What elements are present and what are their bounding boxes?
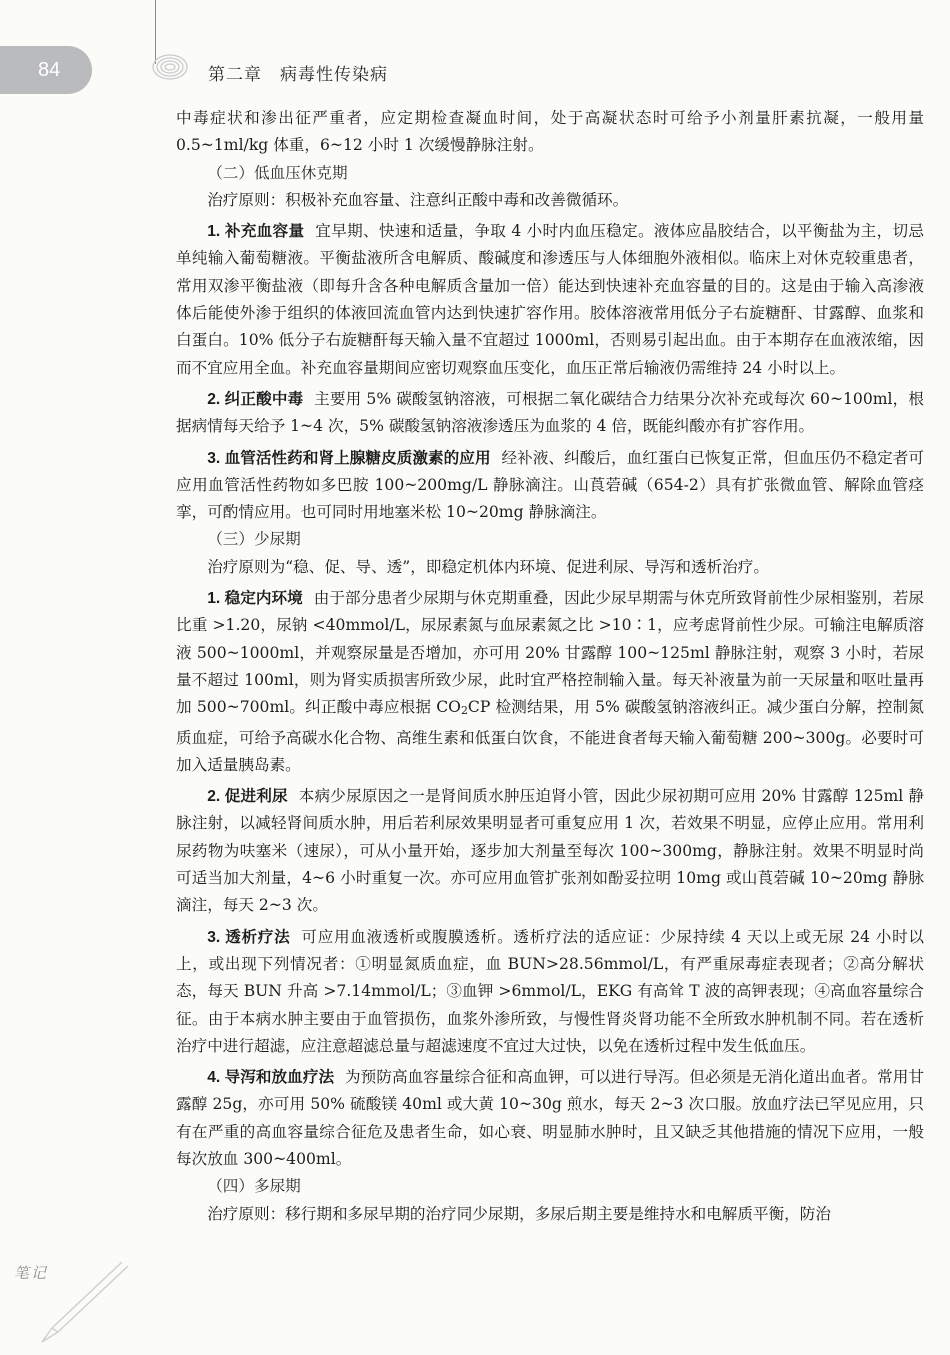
item-heading: 3. 血管活性药和肾上腺糖皮质激素的应用 bbox=[207, 449, 491, 467]
item-correct-acidosis: 2. 纠正酸中毒 主要用 5% 碳酸氢钠溶液，可根据二氧化碳结合力结果分次补充或每次 60~100ml，根据病情每天给予 1~4 次，5% 碳酸氢钠溶液渗透压为血浆的 4 倍，既能纠酸亦有扩容作用。 bbox=[176, 389, 924, 436]
treatment-principle: 治疗原则为“稳、促、导、透”，即稳定机体内环境、促进利尿、导泻和透析治疗。 bbox=[207, 557, 769, 576]
section-heading-oliguric: （三）少尿期 bbox=[207, 531, 301, 549]
item-vasoactive-drugs: 3. 血管活性药和肾上腺糖皮质激素的应用 经补液、纠酸后，血红蛋白已恢复正常，但血压仍不稳定者可应用血管活性药物如多巴胺 100~200mg/L 静脉滴注。山莨菪碱（654-2）具有扩张微血管、解除血管痉挛，可酌情应用。也可同时用地塞米松 10~20mg 静脉滴注。 bbox=[176, 448, 924, 522]
section-heading-hypotensive-shock: （二）低血压休克期 bbox=[207, 164, 348, 182]
page-number: 84 bbox=[38, 59, 61, 81]
notes-label: 笔记 bbox=[14, 1264, 49, 1282]
swirl-logo-icon bbox=[150, 50, 190, 84]
item-heading: 1. 稳定内环境 bbox=[207, 590, 303, 608]
treatment-principle: 治疗原则：积极补充血容量、注意纠正酸中毒和改善微循环。 bbox=[207, 190, 629, 209]
pen-icon bbox=[22, 1258, 132, 1348]
item-heading: 3. 透析疗法 bbox=[207, 928, 291, 946]
page-number-tab bbox=[0, 46, 92, 94]
paragraph-continuation: 中毒症状和渗出征严重者，应定期检查凝血时间，处于高凝状态时可给予小剂量肝素抗凝，一般用量 0.5~1ml/kg 体重，6~12 小时 1 次缓慢静脉注射。 bbox=[176, 109, 924, 155]
chapter-title: 第二章 病毒性传染病 bbox=[208, 65, 388, 84]
item-heading: 4. 导泻和放血疗法 bbox=[207, 1069, 335, 1087]
item-heading: 2. 促进利尿 bbox=[207, 788, 288, 806]
item-dialysis: 3. 透析疗法 可应用血液透析或腹膜透析。透析疗法的适应证：少尿持续 4 天以上或无尿 24 小时以上，或出现下列情况者：①明显氮质血症，血 BUN>28.56mmol/L，有严重尿毒症表现者；②高分解状态，每天 BUN 升高 >7.14mmol/L；③血钾 >6mmol/L，EKG 有高耸 T 波的高钾表现；④高血容量综合征。由于本病水肿主要由于血管损伤，血浆外渗所致，与慢性肾炎肾功能不全所致水肿机制不同。若在透析治疗中进行超滤，应注意超滤总量与超滤速度不宜过大过快，以免在透析过程中发生低血压。 bbox=[176, 927, 924, 1055]
item-heading: 2. 纠正酸中毒 bbox=[207, 390, 304, 408]
item-heading: 1. 补充血容量 bbox=[207, 223, 305, 241]
item-stabilize-environment: 1. 稳定内环境 由于部分患者少尿期与休克期重叠，因此少尿早期需与休克所致肾前性少尿相鉴别，若尿比重 >1.20，尿钠 <40mmol/L，尿尿素氮与血尿素氮之比 >10∶1，应考虑肾前性少尿。可输注电解质溶液 500~1000ml，并观察尿量是否增加，亦可用 20% 甘露醇 100~125ml 静脉注射，观察 3 小时，若尿量不超过 100ml，则为肾实质损害所致少尿，此时宜严格控制输入量。每天补液量为前一天尿量和呕吐量再加 500~700ml。纠正酸中毒应根据 CO2CP 检测结果，用 5% 碳酸氢钠溶液纠正。减少蛋白分解，控制氮质血症，可给予高碳水化合物、高维生素和低蛋白饮食，不能进食者每天输入葡萄糖 200~300g。必要时可加入适量胰岛素。 bbox=[176, 589, 924, 774]
treatment-principle: 治疗原则：移行期和多尿早期的治疗同少尿期，多尿后期主要是维持水和电解质平衡，防治 bbox=[207, 1204, 831, 1223]
body-text bbox=[176, 105, 924, 1228]
section-heading-polyuric: （四）多尿期 bbox=[207, 1178, 301, 1196]
item-promote-diuresis: 2. 促进利尿 本病少尿原因之一是肾间质水肿压迫肾小管，因此少尿初期可应用 20% 甘露醇 125ml 静脉注射，以减轻肾间质水肿，用后若利尿效果明显者可重复应用 1 次，若效果不明显，应停止应用。常用利尿药物为呋塞米（速尿），可从小量开始，逐步加大剂量至每次 100~300mg，静脉注射。效果不明显时尚可适当加大剂量，4~6 小时重复一次。亦可应用血管扩张剂如酚妥拉明 10mg 或山莨菪碱 10~20mg 静脉滴注，每天 2~3 次。 bbox=[176, 787, 924, 915]
item-catharsis-bloodletting: 4. 导泻和放血疗法 为预防高血容量综合征和高血钾，可以进行导泻。但必须是无消化道出血者。常用甘露醇 25g，亦可用 50% 硫酸镁 40ml 或大黄 10~30g 煎水，每天 2~3 次口服。放血疗法已罕见应用，只有在严重的高血容量综合征危及患者生命，如心衰、明显肺水肿时，且又缺乏其他措施的情况下应用，一般每次放血 300~400ml。 bbox=[176, 1068, 924, 1168]
item-volume-replacement: 1. 补充血容量 宜早期、快速和适量，争取 4 小时内血压稳定。液体应晶胶结合，以平衡盐为主，切忌单纯输入葡萄糖液。平衡盐液所含电解质、酸碱度和渗透压与人体细胞外液相似。临床上对休克较重患者，常用双渗平衡盐液（即每升含各种电解质含量加一倍）能达到快速补充血容量的目的。这是由于输入高渗液体后能使外渗于组织的体液回流血管内达到快速扩容作用。胶体溶液常用低分子右旋糖酐、甘露醇、血浆和白蛋白。10% 低分子右旋糖酐每天输入量不宜超过 1000ml，否则易引起出血。由于本期存在血液浓缩，因而不宜应用全血。补充血容量期间应密切观察血压变化，血压正常后输液仍需维持 24 小时以上。 bbox=[176, 222, 924, 377]
